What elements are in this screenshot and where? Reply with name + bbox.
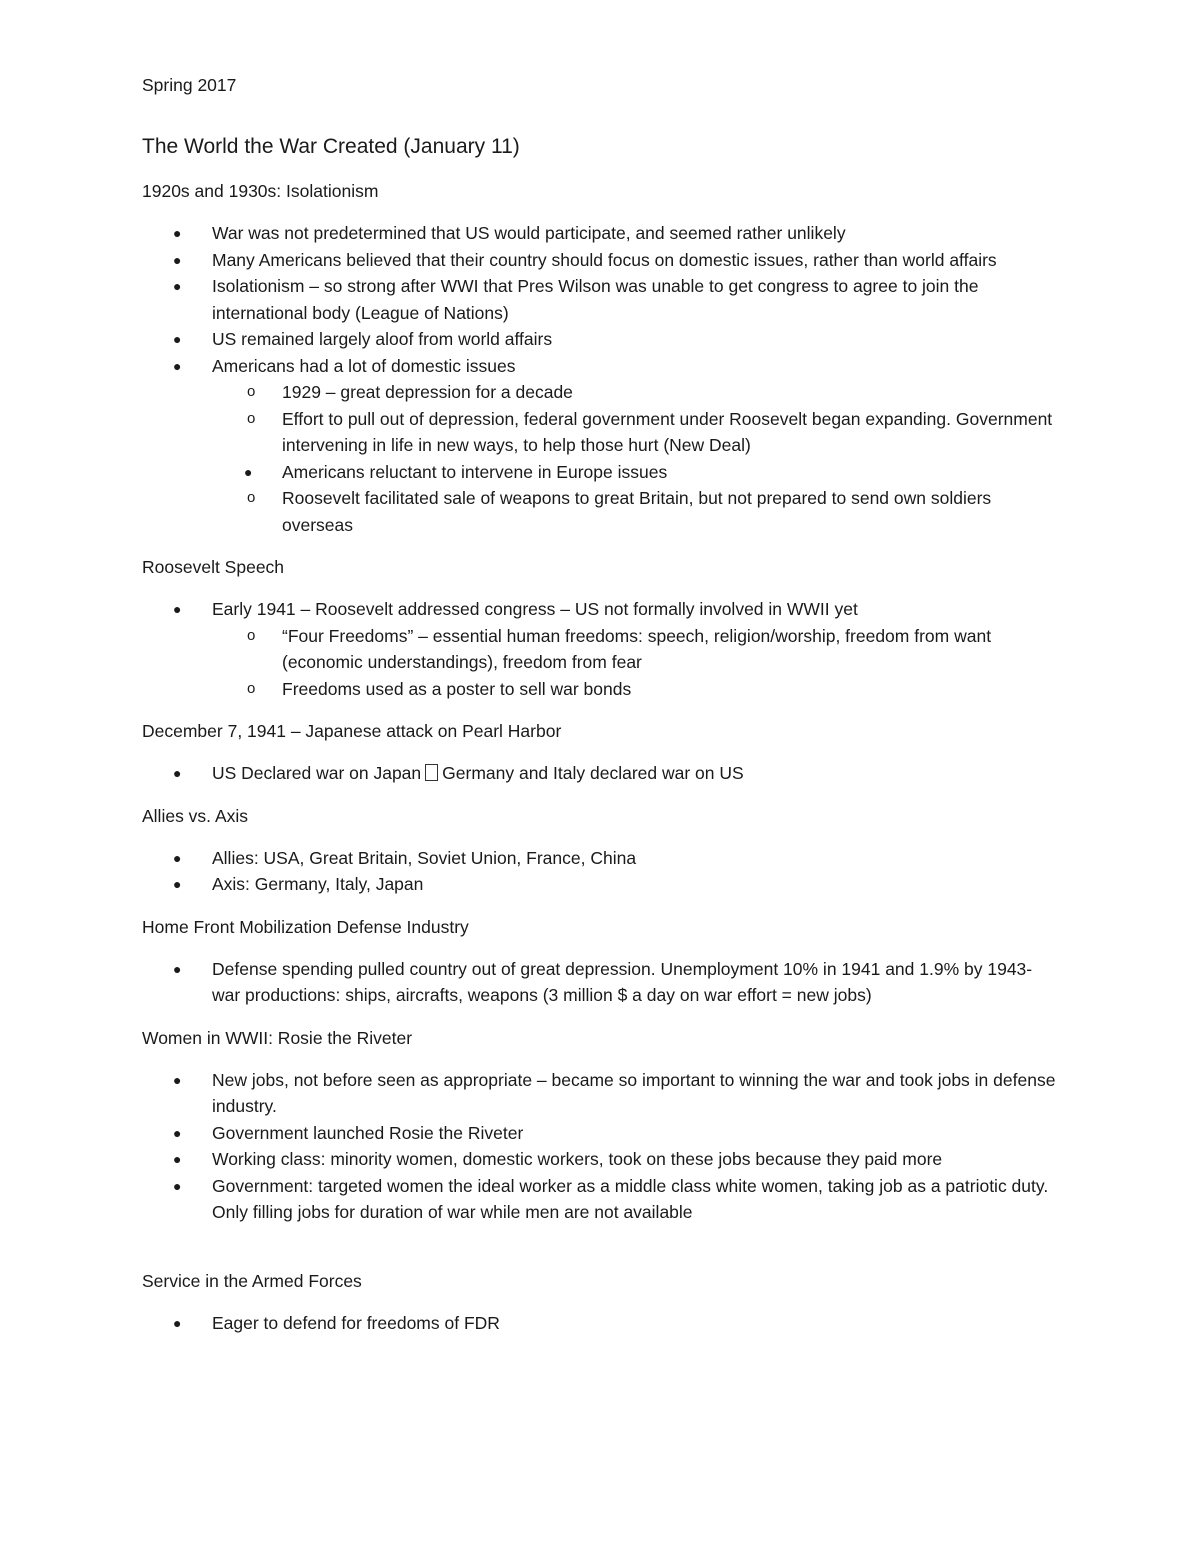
list-item: ● US remained largely aloof from world affairs: [142, 326, 1062, 353]
list-item: ● War was not predetermined that US would participate, and seemed rather unlikely: [142, 220, 1062, 247]
bullet-icon: ●: [173, 601, 182, 617]
hollow-circle-icon: o: [247, 489, 256, 506]
list-item: ● Americans had a lot of domestic issues o 1929 – great depression for a decade o Effort to pull out of depression, federal government under Roosevelt began expanding. Government intervening in life in new ways, to help those hurt (New Deal) ● Americans reluctant to intervene in Europe issues o Roosevelt facilitated sale of weapons to great Britain, but not prepared to send own soldiers overseas: [142, 353, 1062, 539]
section-heading-isolationism: 1920s and 1930s: Isolationism: [142, 181, 379, 201]
section-heading-women: Women in WWII: Rosie the Riveter: [142, 1027, 413, 1048]
roosevelt-sublist: [212, 623, 1062, 703]
bullet-icon: ●: [173, 225, 182, 241]
bullet-icon: ●: [173, 1177, 182, 1194]
document-page: [142, 72, 1062, 1352]
bullet-icon: ●: [173, 849, 182, 866]
section-heading-home-front: Home Front Mobilization Defense Industry: [142, 916, 469, 937]
isolationism-sublist: [212, 379, 1062, 538]
roosevelt-list: [142, 596, 1062, 702]
section-heading-roosevelt: Roosevelt Speech: [142, 557, 285, 577]
bullet-icon: ●: [173, 876, 182, 892]
sub-list-item: o Roosevelt facilitated sale of weapons to great Britain, but not prepared to send own soldiers overseas: [212, 485, 1062, 538]
list-item: ● Many Americans believed that their country should focus on domestic issues, rather than world affairs: [142, 247, 1062, 274]
hollow-circle-icon: o: [247, 679, 256, 697]
bullet-icon: ●: [173, 1314, 182, 1331]
bullet-icon: ●: [173, 251, 182, 268]
hollow-circle-icon: o: [247, 383, 256, 400]
list-item: ● Axis: Germany, Italy, Japan: [142, 871, 1062, 898]
document-title: The World the War Created (January 11): [142, 135, 520, 158]
list-item: ● Allies: USA, Great Britain, Soviet Union, France, China: [142, 845, 1062, 872]
list-item: ● New jobs, not before seen as appropriate – became so important to winning the war and took jobs in defense industry.: [142, 1067, 1062, 1120]
missing-glyph-arrow-icon: [425, 764, 438, 781]
bullet-icon: ●: [173, 1124, 182, 1141]
list-item: ● Government launched Rosie the Riveter: [142, 1120, 1062, 1147]
bullet-icon: ●: [173, 278, 182, 294]
blank-line: [142, 1242, 1062, 1268]
list-item: ● US Declared war on Japan Germany and Italy declared war on US: [142, 760, 1062, 787]
hollow-circle-icon: o: [247, 626, 256, 644]
pearl-harbor-list: [142, 760, 1062, 787]
bullet-icon: ●: [173, 331, 182, 347]
bullet-icon: ●: [173, 1071, 182, 1088]
sub-list-item: o Freedoms used as a poster to sell war bonds: [212, 676, 1062, 703]
semester-label: Spring 2017: [142, 75, 237, 95]
allies-axis-list: [142, 845, 1062, 898]
women-list: [142, 1067, 1062, 1226]
home-front-list: [142, 956, 1062, 1009]
sub-list-item: o Effort to pull out of depression, federal government under Roosevelt began expanding. Government intervening in life in new ways, to help those hurt (New Deal): [212, 406, 1062, 459]
hollow-circle-icon: o: [247, 409, 256, 427]
section-heading-allies-axis: Allies vs. Axis: [142, 805, 248, 826]
list-item: ● Government: targeted women the ideal worker as a middle class white women, taking job as a patriotic duty. Only filling jobs for duration of war while men are not available: [142, 1173, 1062, 1226]
bullet-icon: ●: [244, 463, 253, 480]
armed-forces-list: [142, 1310, 1062, 1337]
bullet-icon: ●: [173, 765, 182, 781]
sub-list-item: ● Americans reluctant to intervene in Europe issues: [212, 459, 1062, 486]
isolationism-list: [142, 220, 1062, 538]
bullet-icon: ●: [173, 357, 182, 374]
list-item: ● Working class: minority women, domestic workers, took on these jobs because they paid more: [142, 1146, 1062, 1173]
section-heading-pearl-harbor: December 7, 1941 – Japanese attack on Pearl Harbor: [142, 721, 562, 741]
list-item: ● Eager to defend for freedoms of FDR: [142, 1310, 1062, 1337]
section-heading-armed-forces: Service in the Armed Forces: [142, 1270, 362, 1291]
list-item: ● Early 1941 – Roosevelt addressed congress – US not formally involved in WWII yet o “Four Freedoms” – essential human freedoms: speech, religion/worship, freedom from want (economic understandings), freedom from fear o Freedoms used as a poster to sell war bonds: [142, 596, 1062, 702]
list-item: ● Isolationism – so strong after WWI that Pres Wilson was unable to get congress to agree to join the international body (League of Nations): [142, 273, 1062, 326]
sub-list-item: o 1929 – great depression for a decade: [212, 379, 1062, 406]
sub-list-item: o “Four Freedoms” – essential human freedoms: speech, religion/worship, freedom from want (economic understandings), freedom from fear: [212, 623, 1062, 676]
list-item: ● Defense spending pulled country out of great depression. Unemployment 10% in 1941 and 1.9% by 1943- war productions: ships, aircrafts, weapons (3 million $ a day on war effort = new jobs): [142, 956, 1062, 1009]
bullet-icon: ●: [173, 960, 182, 977]
bullet-icon: ●: [173, 1151, 182, 1167]
